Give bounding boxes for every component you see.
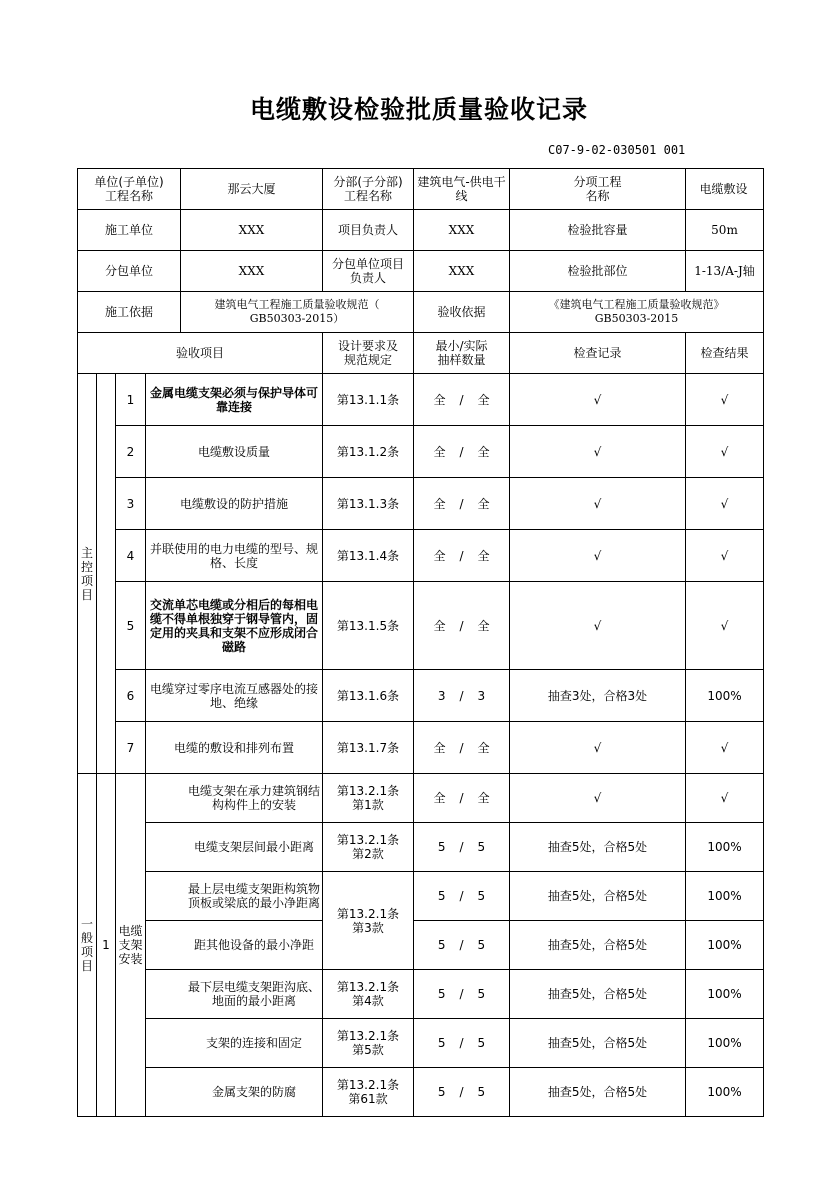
capacity-label: 检验批容量	[510, 210, 686, 251]
sample-min: 5	[437, 987, 446, 1001]
item-name: 电缆支架在承力建筑钢结构构件上的安装	[146, 774, 323, 823]
item-name: 电缆的敷设和排列布置	[146, 722, 323, 774]
header-row-1	[78, 169, 764, 210]
item-name: 金属支架的防腐	[146, 1068, 323, 1117]
sample-separator: /	[459, 1036, 464, 1050]
sample-actual: 5	[477, 840, 486, 854]
item-name: 并联使用的电力电缆的型号、规格、长度	[146, 530, 323, 582]
sample-actual: 全	[477, 791, 490, 805]
subcontractor-value: XXX	[181, 251, 323, 292]
sample-actual: 5	[477, 1036, 486, 1050]
item-record: 抽查5处，合格5处	[510, 1068, 686, 1117]
sample-separator: /	[459, 444, 464, 459]
item-no: 6	[116, 670, 146, 722]
general-item-row	[78, 921, 764, 970]
sample-separator: /	[459, 889, 464, 903]
item-result: 100%	[686, 921, 764, 970]
sample-separator: /	[459, 618, 464, 633]
sample-actual: 5	[477, 889, 486, 903]
sample-separator: /	[459, 740, 464, 755]
item-record: √	[510, 478, 686, 530]
item-record: 抽查5处，合格5处	[510, 970, 686, 1019]
acceptance-basis-value: 《建筑电气工程施工质量验收规范》 GB50303-2015	[510, 292, 764, 333]
item-sample	[414, 823, 510, 872]
general-no: 1	[97, 774, 116, 1117]
item-sample	[414, 1068, 510, 1117]
sample-actual: 全	[477, 740, 490, 755]
page-title: 电缆敷设检验批质量验收记录	[249, 95, 588, 124]
sample-separator: /	[459, 938, 464, 952]
item-clause: 第13.2.1条 第3款	[323, 872, 414, 970]
col-sample-header: 最小/实际 抽样数量	[414, 333, 510, 374]
subitem-label: 分项工程 名称	[510, 169, 686, 210]
item-no: 4	[116, 530, 146, 582]
sample-separator: /	[459, 688, 464, 703]
item-no: 5	[116, 582, 146, 670]
item-result: √	[686, 374, 764, 426]
item-record: √	[510, 722, 686, 774]
sample-separator: /	[459, 392, 464, 407]
item-name: 金属电缆支架必须与保护导体可靠连接	[146, 374, 323, 426]
general-item-row	[78, 872, 764, 921]
main-item-row	[78, 478, 764, 530]
item-record: 抽查3处，合格3处	[510, 670, 686, 722]
main-item-row	[78, 426, 764, 478]
item-no: 1	[116, 374, 146, 426]
item-sample	[414, 1019, 510, 1068]
item-result: √	[686, 478, 764, 530]
basis-value: 建筑电气工程施工质量验收规范（ GB50303-2015）	[181, 292, 414, 333]
item-name: 最上层电缆支架距构筑物顶板或梁底的最小净距离	[146, 872, 323, 921]
main-item-row	[78, 374, 764, 426]
division-value: 建筑电气-供电干线	[414, 169, 510, 210]
item-no: 7	[116, 722, 146, 774]
main-spacer-cell	[97, 374, 116, 774]
item-record: √	[510, 530, 686, 582]
sample-actual: 3	[477, 688, 486, 703]
item-clause: 第13.2.1条 第4款	[323, 970, 414, 1019]
sample-min: 全	[433, 618, 446, 633]
sample-min: 全	[433, 791, 446, 805]
item-record: √	[510, 582, 686, 670]
item-clause: 第13.2.1条 第1款	[323, 774, 414, 823]
document-code: C07-9-02-030501 001	[548, 143, 686, 157]
item-sample	[414, 582, 510, 670]
item-name: 电缆敷设的防护措施	[146, 478, 323, 530]
subitem-value-cell	[686, 169, 764, 210]
division-label: 分部(子分部) 工程名称	[323, 169, 414, 210]
item-record: √	[510, 774, 686, 823]
item-name: 支架的连接和固定	[146, 1019, 323, 1068]
main-item-row	[78, 530, 764, 582]
contractor-label: 施工单位	[78, 210, 181, 251]
item-no: 2	[116, 426, 146, 478]
item-name: 距其他设备的最小净距	[146, 921, 323, 970]
item-clause: 第13.2.1条 第2款	[323, 823, 414, 872]
item-no: 3	[116, 478, 146, 530]
sample-actual: 全	[477, 392, 490, 407]
location-value: 1-13/A-J轴	[686, 251, 764, 292]
acceptance-record-table	[77, 168, 764, 1117]
col-item-header: 验收项目	[78, 333, 323, 374]
acceptance-basis-label: 验收依据	[414, 292, 510, 333]
sample-min: 5	[437, 1036, 446, 1050]
item-record: 抽查5处，合格5处	[510, 921, 686, 970]
sample-separator: /	[459, 496, 464, 511]
item-name: 电缆穿过零序电流互感器处的接地、绝缘	[146, 670, 323, 722]
general-item-row	[78, 1068, 764, 1117]
item-result: 100%	[686, 1068, 764, 1117]
item-sample	[414, 970, 510, 1019]
general-group: 电缆支架安装	[116, 774, 146, 1117]
main-item-row	[78, 722, 764, 774]
sample-min: 5	[437, 889, 446, 903]
sample-min: 5	[437, 1085, 446, 1099]
unit-label: 单位(子单位) 工程名称	[78, 169, 181, 210]
sample-actual: 5	[477, 938, 486, 952]
item-clause: 第13.1.6条	[323, 670, 414, 722]
sample-actual: 5	[477, 1085, 486, 1099]
col-result-header: 检查结果	[686, 333, 764, 374]
general-item-row	[78, 970, 764, 1019]
sample-actual: 全	[477, 496, 490, 511]
contractor-value: XXX	[181, 210, 323, 251]
sample-actual: 全	[477, 618, 490, 633]
sample-min: 全	[433, 392, 446, 407]
item-clause: 第13.1.5条	[323, 582, 414, 670]
sample-min: 全	[433, 548, 446, 563]
main-item-row	[78, 582, 764, 670]
pm-label: 项目负责人	[323, 210, 414, 251]
sample-separator: /	[459, 1085, 464, 1099]
main-item-row	[78, 670, 764, 722]
subitem-value: 电缆敷设	[699, 182, 748, 196]
item-result: √	[686, 774, 764, 823]
sub-pm-label: 分包单位项目 负责人	[323, 251, 414, 292]
sample-min: 全	[433, 444, 446, 459]
general-item-row	[78, 1019, 764, 1068]
item-clause: 第13.1.1条	[323, 374, 414, 426]
pm-value: XXX	[414, 210, 510, 251]
item-result: √	[686, 426, 764, 478]
item-sample	[414, 374, 510, 426]
general-label: 一 般 项 目	[78, 774, 97, 1117]
item-result: 100%	[686, 1019, 764, 1068]
item-sample	[414, 722, 510, 774]
header-row-2	[78, 210, 764, 251]
item-result: √	[686, 722, 764, 774]
item-name: 最下层电缆支架距沟底、地面的最小距离	[146, 970, 323, 1019]
unit-value: 那云大厦	[181, 169, 323, 210]
item-result: √	[686, 582, 764, 670]
basis-label: 施工依据	[78, 292, 181, 333]
capacity-value: 50m	[686, 210, 764, 251]
item-name: 电缆敷设质量	[146, 426, 323, 478]
sample-separator: /	[459, 840, 464, 854]
item-sample	[414, 530, 510, 582]
item-result: 100%	[686, 823, 764, 872]
header-row-3	[78, 251, 764, 292]
item-name: 交流单芯电缆或分相后的每相电缆不得单根独穿于钢导管内，固定用的夹具和支架不应形成闭合磁路	[146, 582, 323, 670]
item-sample	[414, 921, 510, 970]
sample-min: 5	[437, 938, 446, 952]
sample-min: 5	[437, 840, 446, 854]
item-result: √	[686, 530, 764, 582]
sample-separator: /	[459, 548, 464, 563]
item-clause: 第13.1.3条	[323, 478, 414, 530]
item-record: 抽查5处，合格5处	[510, 872, 686, 921]
sample-min: 全	[433, 496, 446, 511]
col-record-header: 检查记录	[510, 333, 686, 374]
main-control-label: 主 控 项 目	[78, 374, 97, 774]
subcontractor-label: 分包单位	[78, 251, 181, 292]
location-label: 检验批部位	[510, 251, 686, 292]
item-sample	[414, 774, 510, 823]
sample-min: 全	[433, 740, 446, 755]
col-design-header: 设计要求及 规范规定	[323, 333, 414, 374]
general-item-row	[78, 823, 764, 872]
sample-actual: 全	[477, 548, 490, 563]
sample-actual: 全	[477, 444, 490, 459]
item-sample	[414, 670, 510, 722]
item-clause: 第13.1.2条	[323, 426, 414, 478]
item-clause: 第13.1.4条	[323, 530, 414, 582]
item-record: √	[510, 374, 686, 426]
sample-min: 3	[437, 688, 446, 703]
item-clause: 第13.1.7条	[323, 722, 414, 774]
item-record: 抽查5处，合格5处	[510, 823, 686, 872]
header-row-4	[78, 292, 764, 333]
general-item-row	[78, 774, 764, 823]
item-sample	[414, 872, 510, 921]
item-record: 抽查5处，合格5处	[510, 1019, 686, 1068]
item-clause: 第13.2.1条 第5款	[323, 1019, 414, 1068]
sample-separator: /	[459, 791, 464, 805]
sample-actual: 5	[477, 987, 486, 1001]
item-result: 100%	[686, 872, 764, 921]
item-result: 100%	[686, 670, 764, 722]
item-name: 电缆支架层间最小距离	[146, 823, 323, 872]
sample-separator: /	[459, 987, 464, 1001]
item-sample	[414, 478, 510, 530]
column-header-row	[78, 333, 764, 374]
sub-pm-value: XXX	[414, 251, 510, 292]
item-clause: 第13.2.1条 第61款	[323, 1068, 414, 1117]
item-record: √	[510, 426, 686, 478]
item-result: 100%	[686, 970, 764, 1019]
item-sample	[414, 426, 510, 478]
